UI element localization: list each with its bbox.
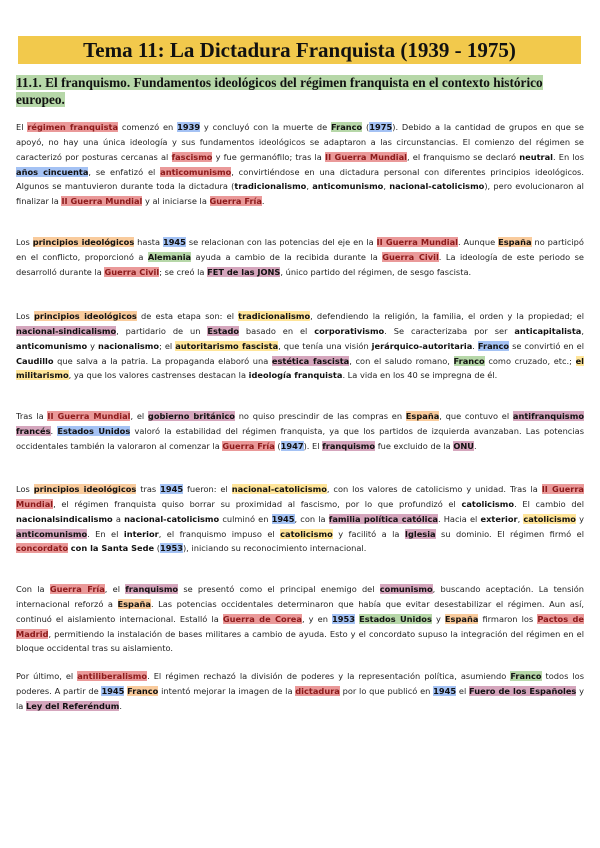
text-run: y concluyó con la muerte de [200, 122, 332, 132]
highlighted-term: nacional-catolicismo [231, 484, 327, 494]
text-run: . La vida en los 40 se impregna de él. [342, 370, 498, 381]
text-run: ), iniciando su reconocimiento internacional. [182, 543, 367, 554]
highlighted-term: Estados Unidos [57, 425, 131, 436]
text-run: , buscando aceptación. La tensión internacional reforzó a [16, 584, 584, 609]
text-run: culminó en [219, 513, 272, 524]
highlighted-term: Guerra Civil [382, 251, 439, 262]
bold-term: anticomunismo [312, 181, 384, 192]
highlighted-term: Fuero de los Españoles [469, 685, 577, 696]
text-run: . La ideología de este periodo se desarrolló durante la [16, 251, 584, 277]
highlighted-term: España [498, 237, 532, 247]
text-run: . Se caracterizaba por ser [384, 325, 515, 336]
text-run: El [16, 122, 28, 132]
text-run: , con la [294, 513, 329, 524]
highlighted-term: antifranquismo francés [16, 411, 584, 436]
highlighted-term: Guerra Fría [222, 440, 275, 451]
highlighted-term: principios ideológicos [33, 311, 137, 321]
highlighted-term: Guerra Fría [209, 196, 262, 207]
highlighted-term: España [405, 411, 440, 421]
bold-term: nacional-catolicismo [389, 181, 485, 192]
paragraph-antiliberalism [16, 669, 584, 714]
text-run: no participó en el conflicto, proporcionó a [16, 237, 584, 262]
text-run: , defendiendo la religión, la familia, el orden y la propiedad; el [310, 311, 584, 321]
text-run: , permitiendo la instalación de bases militares a cambio de ayuda. Esto y el concordato supuso la integración del régimen en el bloque occidental tras su aislamiento. [16, 628, 584, 654]
highlighted-term: tradicionalismo [238, 311, 311, 321]
text-run: ). Debido a la cantidad de grupos en que se apoyó, no hay una única ideología y sus fundamentos ideológicos se adaptaron a las circunstancias. El comienzo del régimen se caracterizó por posturas cercanas al [16, 122, 585, 162]
text-run: basado en el [239, 325, 315, 336]
text-run: que salva a la patria. La propaganda elaboró una [53, 355, 272, 366]
highlighted-term: catolicismo [523, 513, 576, 524]
highlighted-term: Franco [477, 340, 510, 351]
highlighted-term: Alemania [147, 251, 192, 262]
bold-term: nacionalsindicalismo [16, 513, 113, 524]
text-run: y al iniciarse la [142, 196, 210, 207]
highlighted-term: catolicismo [280, 528, 333, 539]
text-run: , con los valores de catolicismo y unidad. Tras la [326, 484, 542, 494]
text-run: se convirtió en el [509, 340, 584, 351]
highlighted-term: anticomunismo [160, 166, 232, 177]
text-run: , partidario de un [116, 325, 208, 336]
highlighted-term: Ley del Referéndum [25, 700, 120, 711]
text-run: , ya que los valores castrenses destacan la [68, 370, 249, 381]
highlighted-term: 1945 [162, 237, 186, 247]
text-run: , [517, 513, 524, 524]
text-run: y [431, 613, 445, 624]
highlighted-term: el militarismo [16, 355, 585, 381]
highlighted-term: Pactos de Madrid [16, 613, 584, 639]
highlighted-term: comunismo [379, 584, 433, 594]
highlighted-term: Iglesia [404, 528, 436, 539]
highlighted-term: Guerra Fría [49, 584, 105, 594]
text-run: tras [136, 484, 161, 494]
bold-term: jerárquico-autoritaria [371, 340, 473, 351]
text-run: se relacionan con las potencias del eje en la [185, 237, 377, 247]
highlighted-term: nacional-sindicalismo [16, 325, 117, 336]
text-run: , que tenía una visión [278, 340, 372, 351]
text-run: . Aunque [458, 237, 499, 247]
page-title: Tema 11: La Dictadura Franquista (1939 - 1975) [18, 36, 581, 64]
text-run: fue excluido de la [375, 440, 454, 451]
highlighted-term: antiliberalismo [77, 671, 148, 681]
highlighted-term: franquismo [322, 440, 376, 451]
text-run: . El régimen rechazó la división de poderes y la representación política, asumiendo [147, 671, 511, 681]
highlighted-term: II Guerra Mundial [16, 484, 584, 509]
highlighted-term: anticomunismo [16, 528, 88, 539]
text-run: , convirtiéndose en una dictadura personal con diferentes principios ideológicos. Algunos se mantuvieron durante toda la dictadura ( [16, 166, 584, 192]
bold-term: anticomunismo [16, 340, 88, 351]
bold-term: interior [123, 528, 159, 539]
text-run: , con el saludo romano, [349, 355, 454, 366]
text-run: hasta [134, 237, 163, 247]
highlighted-term: II Guerra Mundial [325, 151, 407, 162]
text-run: firmaron los [478, 613, 538, 624]
text-run: , [581, 325, 584, 336]
text-run: ayuda a cambio de la recibida durante la [191, 251, 383, 262]
text-run: ; el [159, 340, 176, 351]
text-run: intentó mejorar la imagen de la [158, 685, 296, 696]
text-run: . En los [553, 151, 585, 162]
text-run: por lo que publicó en [339, 685, 434, 696]
text-run: y [87, 340, 98, 351]
text-run: , único partido del régimen, de sesgo fascista. [280, 266, 472, 277]
text-run: Con la [16, 584, 50, 594]
paragraph-principles-1945 [16, 235, 584, 280]
text-run: valoró la estabilidad del régimen franquista, ya que los partidos de izquierda avanzaban. Las potencias occidentales también la valoraron al comenzar la [16, 425, 584, 451]
text-run: , el franquismo se declaró [406, 151, 520, 162]
highlighted-term: 1945 [160, 484, 184, 494]
highlighted-term: autoritarismo fascista [175, 340, 279, 351]
highlighted-term: 1947 [280, 440, 304, 451]
text-run: . [261, 196, 265, 207]
text-run: el [456, 685, 470, 696]
text-run: . [472, 340, 478, 351]
bold-term: Caudillo [16, 355, 54, 366]
bold-term: nacionalismo [97, 340, 160, 351]
text-run: , [306, 181, 313, 192]
highlighted-term: 1953 [332, 613, 355, 624]
bold-term: exterior [480, 513, 518, 524]
highlighted-term: franquismo [125, 584, 179, 594]
text-run: y [575, 513, 584, 524]
text-run: todos los poderes. A partir de [16, 671, 585, 696]
highlighted-term: años cincuenta [16, 166, 89, 177]
text-run: . [474, 440, 477, 451]
text-run: , el [104, 584, 126, 594]
text-run: ). El [303, 440, 323, 451]
highlighted-term: principios ideológicos [32, 237, 135, 247]
highlighted-term: 1953 [160, 543, 183, 554]
bold-term: anticapitalista [514, 325, 582, 336]
highlighted-term: Estados Unidos [359, 613, 432, 624]
highlighted-term: 1975 [369, 122, 393, 132]
paragraph-intro [16, 120, 584, 209]
text-run: de esta etapa son: el [136, 311, 239, 321]
text-run: . Las potencias occidentales determinaron que había que evitar desestabilizar el régimen. Aun así, continuó el aislamiento internacional. Estalló la [16, 598, 584, 624]
text-run: . [50, 425, 58, 436]
highlighted-term: estética fascista [271, 355, 350, 366]
text-run: . El cambio del [514, 498, 584, 509]
highlighted-term: II Guerra Mundial [47, 411, 131, 421]
bold-term: neutral [519, 151, 554, 162]
text-run: y la [16, 685, 584, 711]
highlighted-term: 1945 [271, 513, 295, 524]
text-run: fueron: el [183, 484, 232, 494]
highlighted-term: Franco [331, 122, 363, 132]
text-run: Por último, el [16, 671, 78, 681]
text-run: y facilitó a la [332, 528, 405, 539]
highlighted-term: II Guerra Mundial [61, 196, 143, 207]
text-run: , el [130, 411, 148, 421]
text-run: ; se creó la [159, 266, 208, 277]
bold-term: con la Santa Sede [70, 543, 155, 554]
highlighted-term: ONU [453, 440, 474, 451]
text-run: , que contuvo el [439, 411, 513, 421]
bold-term: tradicionalismo [234, 181, 307, 192]
highlighted-term: familia política católica [328, 513, 438, 524]
text-run: . [119, 700, 122, 711]
highlighted-term: II Guerra Mundial [376, 237, 459, 247]
section-heading-text: 11.1. El franquismo. Fundamentos ideológicos del régimen franquista en el contexto histórico europeo. [16, 75, 543, 107]
highlighted-term: FET de las JONS [207, 266, 281, 277]
text-run: ), pero evolucionaron al finalizar la [16, 181, 584, 207]
bold-term: corporativismo [314, 325, 385, 336]
highlighted-term: fascismo [171, 151, 213, 162]
highlighted-term: régimen franquista [27, 122, 119, 132]
text-run: , y en [301, 613, 333, 624]
highlighted-term: Guerra Civil [104, 266, 160, 277]
text-run: ( [362, 122, 370, 132]
text-run: no quiso prescindir de las compras en [234, 411, 406, 421]
text-run: comenzó en [118, 122, 178, 132]
text-run: , el franquismo impuso el [158, 528, 281, 539]
paragraph-national-catholicism [16, 482, 584, 556]
text-run: ( [154, 543, 160, 554]
text-run: como cruzado, etc.; [484, 355, 576, 366]
highlighted-term: 1945 [101, 685, 125, 696]
bold-term: nacional-catolicismo [124, 513, 220, 524]
section-heading [16, 74, 582, 108]
highlighted-term: concordato [16, 543, 69, 554]
highlighted-term: Franco [453, 355, 485, 366]
text-run: Los [16, 484, 34, 494]
text-run: , el régimen franquista quiso borrar su proximidad al fascismo, por lo que profundizó el [53, 498, 462, 509]
text-run: y fue germanófilo; tras la [212, 151, 326, 162]
text-run: su dominio. El régimen firmó el [435, 528, 584, 539]
highlighted-term: Franco [127, 685, 159, 696]
highlighted-term: principios ideológicos [33, 484, 137, 494]
paragraph-cold-war [16, 582, 584, 656]
text-run: . Hacia el [437, 513, 481, 524]
highlighted-term: Guerra de Corea [222, 613, 302, 624]
paragraph-ideological-principles [16, 309, 584, 383]
highlighted-term: 1945 [433, 685, 457, 696]
highlighted-term: España [444, 613, 479, 624]
text-run: a [112, 513, 125, 524]
text-run: . En el [87, 528, 124, 539]
paragraph-post-war [16, 409, 584, 454]
text-run: se presentó como el principal enemigo del [178, 584, 380, 594]
bold-term: ideología franquista [248, 370, 343, 381]
highlighted-term: Estado [207, 325, 240, 336]
highlighted-term: gobierno británico [147, 411, 235, 421]
highlighted-term: Franco [510, 671, 542, 681]
text-run: Los [16, 311, 34, 321]
bold-term: catolicismo [461, 498, 515, 509]
text-run: ( [274, 440, 281, 451]
highlighted-term: 1939 [177, 122, 201, 132]
text-run: , [383, 181, 390, 192]
highlighted-term: dictadura [295, 685, 340, 696]
text-run: , se enfatizó el [88, 166, 161, 177]
text-run: Tras la [16, 411, 48, 421]
highlighted-term: España [117, 598, 151, 609]
text-run: Los [16, 237, 33, 247]
